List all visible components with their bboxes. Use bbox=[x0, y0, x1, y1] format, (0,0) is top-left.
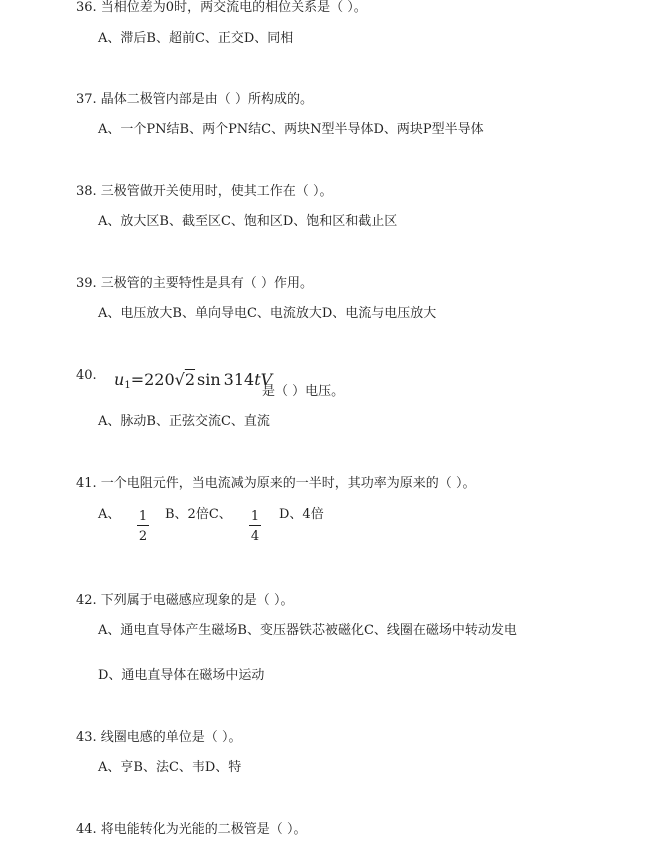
question-40-options: A、脉动B、正弦交流C、直流 bbox=[98, 414, 270, 429]
formula-t: t bbox=[254, 370, 261, 389]
question-39-stem: 39. 三极管的主要特性是具有（ ）作用。 bbox=[76, 276, 313, 291]
question-42-options-2: D、通电直导体在磁场中运动 bbox=[98, 668, 265, 683]
question-42-options: A、通电直导体产生磁场B、变压器铁芯被磁化C、线圈在磁场中转动发电 bbox=[98, 623, 517, 638]
question-38-options: A、放大区B、截至区C、饱和区D、饱和区和截止区 bbox=[98, 214, 398, 229]
question-40-formula bbox=[114, 372, 272, 391]
question-38-stem: 38. 三极管做开关使用时，使其工作在（ ）。 bbox=[76, 184, 333, 199]
question-36-options: A、滞后B、超前C、正交D、同相 bbox=[98, 31, 294, 46]
formula-sqrt-sign: √ bbox=[174, 370, 185, 389]
fraction-one-half bbox=[137, 510, 149, 543]
question-36-stem: 36. 当相位差为0时，两交流电的相位关系是（ ）。 bbox=[76, 0, 367, 15]
question-42-stem: 42. 下列属于电磁感应现象的是（ ）。 bbox=[76, 593, 294, 608]
fraction-one-quarter bbox=[249, 510, 261, 543]
question-43-stem: 43. 线圈电感的单位是（ ）。 bbox=[76, 730, 242, 745]
formula-func: sin bbox=[197, 370, 221, 389]
formula-var: u bbox=[114, 370, 125, 389]
question-40-stem-suffix: 是（ ）电压。 bbox=[262, 384, 345, 399]
fraction-one-quarter-denominator: 4 bbox=[250, 529, 260, 544]
question-37-options: A、一个PN结B、两个PN结C、两块N型半导体D、两块P型半导体 bbox=[98, 122, 484, 137]
fraction-one-half-numerator: 1 bbox=[138, 509, 148, 524]
question-44-stem: 44. 将电能转化为光能的二极管是（ ）。 bbox=[76, 822, 307, 837]
question-39-options: A、电压放大B、单向导电C、电流放大D、电流与电压放大 bbox=[98, 306, 437, 321]
formula-arg: 314 bbox=[223, 370, 255, 389]
question-41-option-b-c: B、2倍C、 bbox=[165, 507, 232, 522]
formula-radicand: 2 bbox=[184, 370, 196, 389]
formula-unit: V bbox=[260, 370, 273, 389]
formula-sub: 1 bbox=[124, 380, 131, 391]
question-41-stem: 41. 一个电阻元件，当电流减为原来的一半时，其功率为原来的（ ）。 bbox=[76, 476, 476, 491]
question-37-stem: 37. 晶体二极管内部是由（ ）所构成的。 bbox=[76, 92, 313, 107]
question-40-number: 40. bbox=[76, 368, 97, 383]
fraction-one-quarter-numerator: 1 bbox=[250, 509, 260, 524]
question-41-option-a: A、 bbox=[98, 507, 121, 522]
question-43-options: A、亨B、法C、韦D、特 bbox=[98, 760, 242, 775]
fraction-one-half-denominator: 2 bbox=[138, 529, 148, 544]
question-41-option-d: D、4倍 bbox=[279, 507, 324, 522]
formula-eq: =220 bbox=[130, 370, 175, 389]
